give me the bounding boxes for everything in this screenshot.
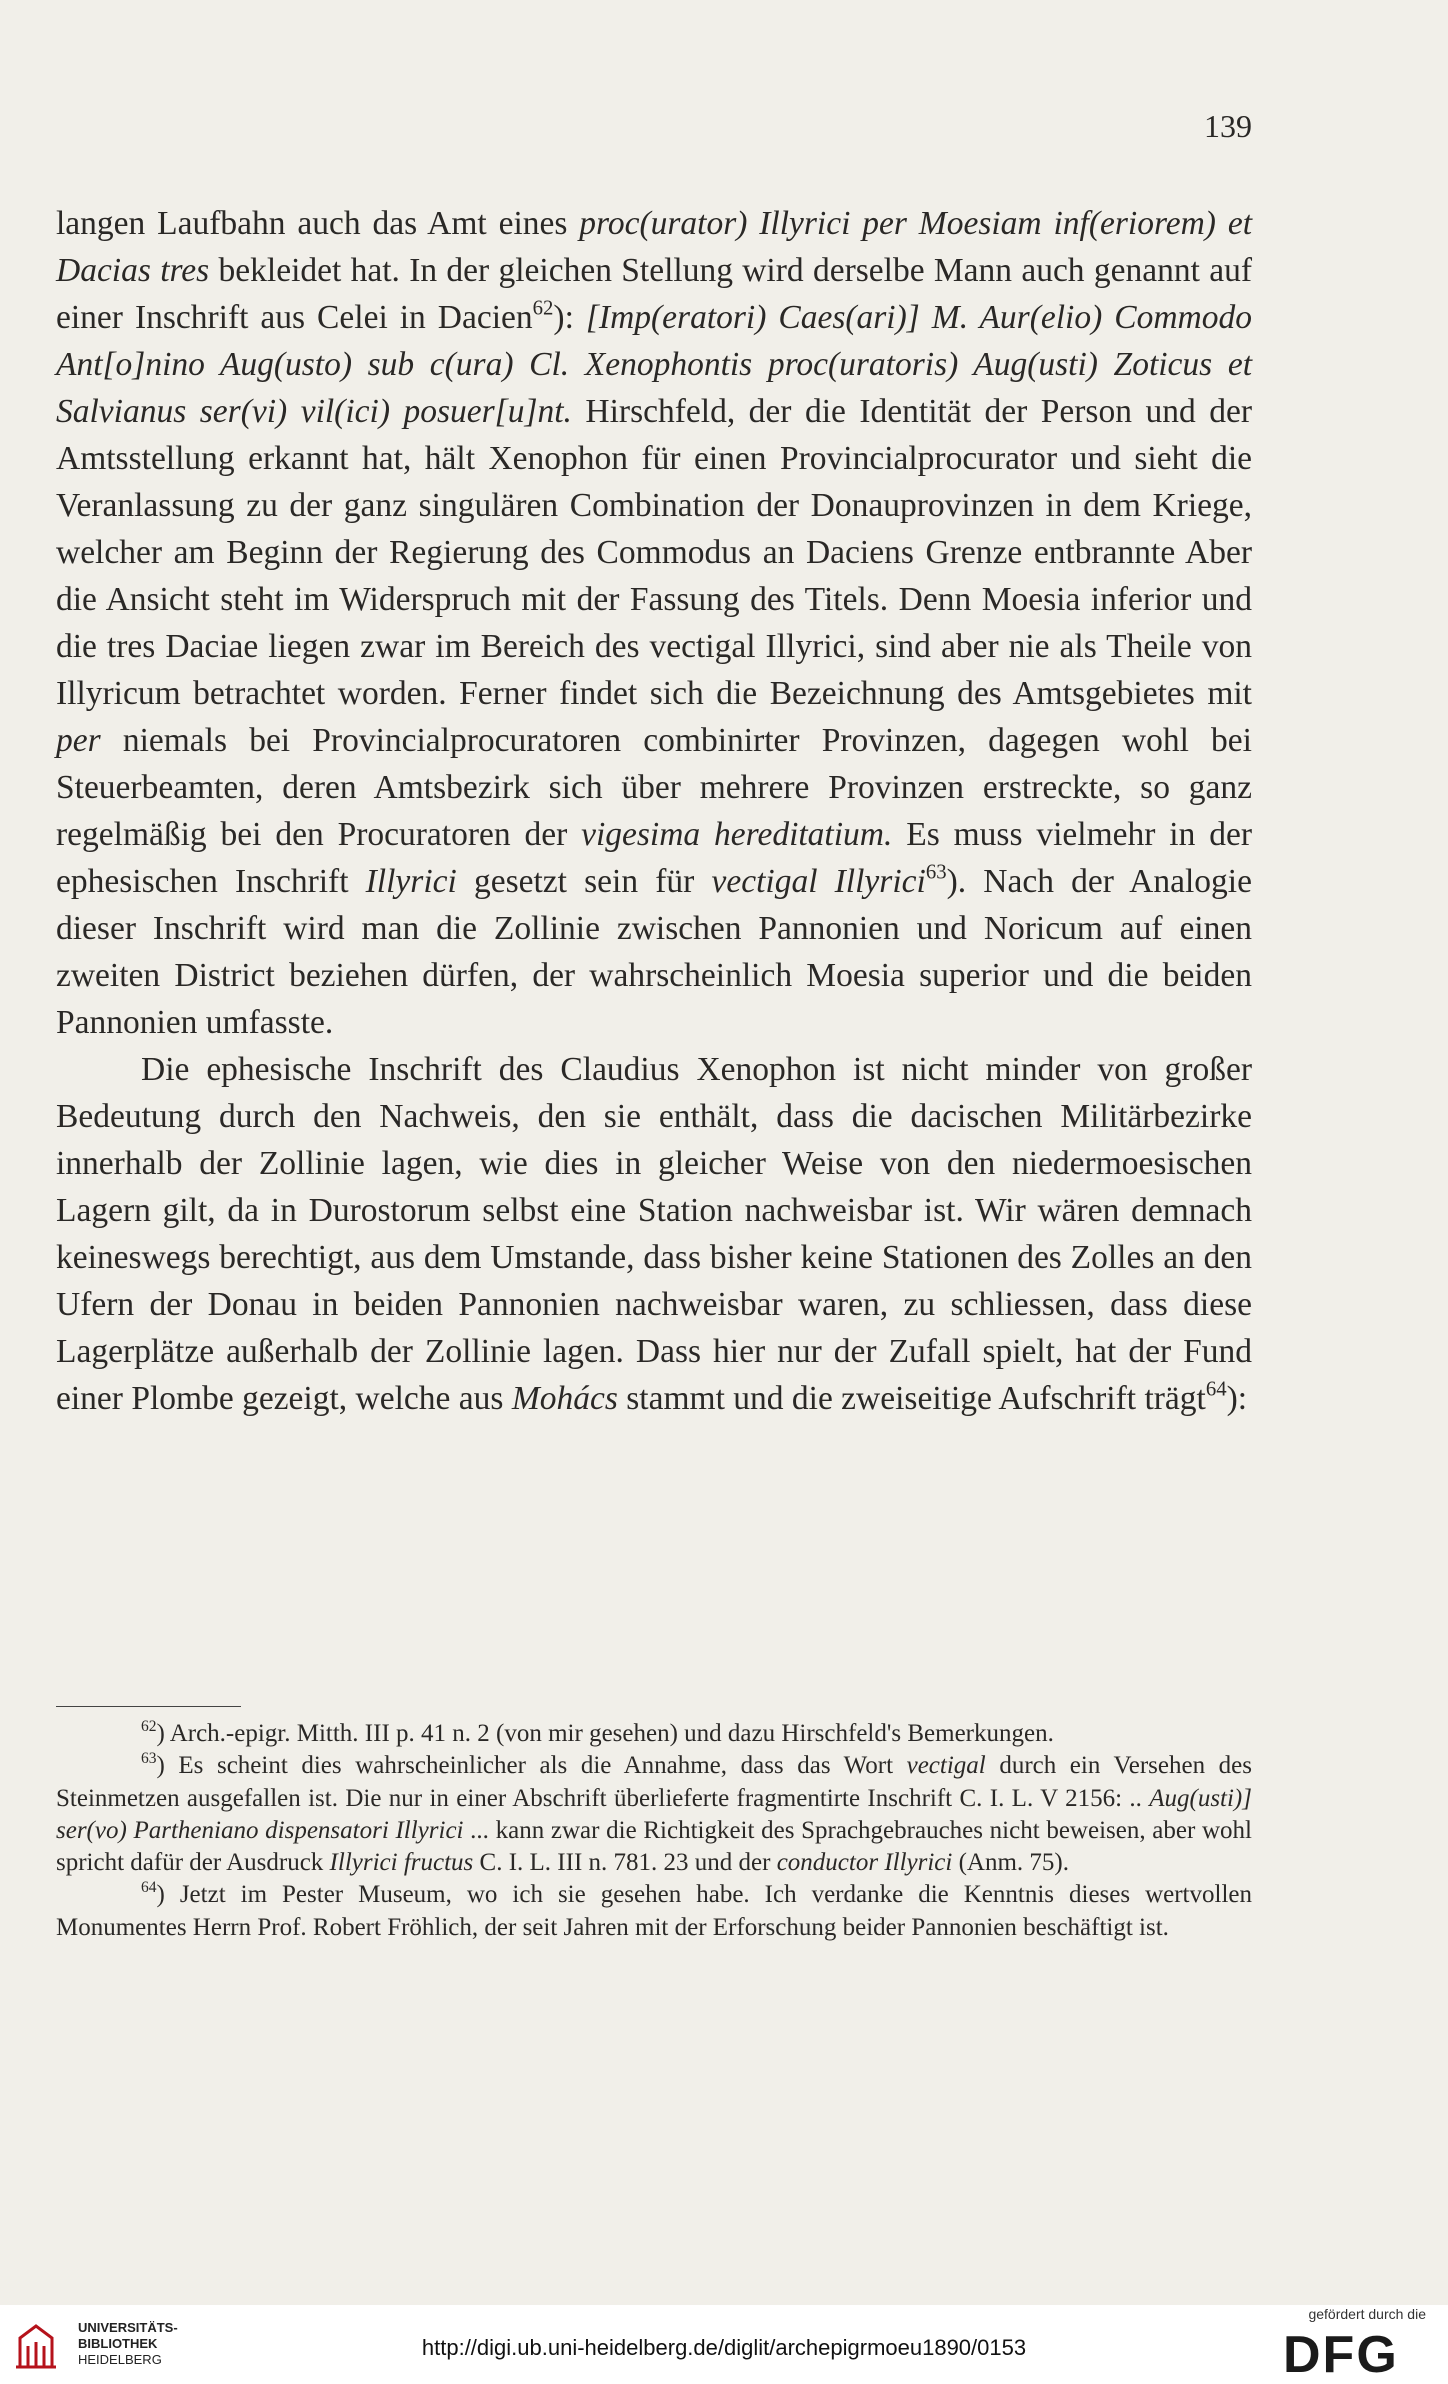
footnote-ref: 62: [532, 296, 554, 320]
footnote-ref: 64: [1205, 1377, 1227, 1401]
footnote-ref: 63: [141, 1750, 157, 1768]
italic-run: Illyrici: [365, 863, 457, 900]
text-run: (Anm. 75).: [952, 1849, 1070, 1877]
text-run: Hirschfeld, der die Identität der Person und der Amtsstellung erkannt hat, hält Xenophon für einen Provincialprocurator und sieht die Veranlassung zu der ganz singulären Combination der Donauprovinzen in dem Kriege, welcher am Beginn der Regierung des Commodus an Daciens Grenze entbrannte Aber die Ansicht steht im Widerspruch mit der Fassung des Titels. Denn Moesia inferior und die tres Daciae liegen zwar im Bereich des vectigal Illyrici, sind aber nie als Theile von Illyricum betrachtet worden. Ferner findet sich die Bezeichnung des Amtsgebietes mit: [56, 393, 1252, 712]
text-run: ... kann zwar die Richtigkeit des Sprachgebrauches nicht beweisen, aber wohl spricht dafür der Ausdruck: [56, 1816, 1252, 1877]
italic-run: [Imp(eratori) Caes(ari)] M. Aur(elio) Commodo Ant[o]nino Aug(usto) sub c(ura) Cl. Xenophontis proc(uratoris) Aug(usti) Zoticus et Salvianus ser(vi) vil(ici) posuer[u]nt.: [56, 299, 1252, 430]
text-run: ). Nach der Analogie dieser Inschrift wird man die Zollinie zwischen Pannonien und Noricum auf einen zweiten District beziehen dürfen, der wahrscheinlich Moesia superior und die beiden Pannonien umfasste.: [56, 863, 1252, 1041]
text-run: ):: [1226, 1380, 1248, 1417]
text-run: Die ephesische Inschrift des Claudius Xenophon ist nicht minder von großer Bedeutung durch den Nachweis, den sie enthält, dass die dacischen Militärbezirke innerhalb der Zollinie lagen, wie dies in gleicher Weise von den niedermoesischen Lagern gilt, da in Durostorum selbst eine Station nachweisbar ist. Wir wären demnach keineswegs berechtigt, aus dem Umstande, dass bisher keine Stationen des Zolles an den Ufern der Donau in beiden Pannonien nachweisbar waren, zu schliessen, dass diese Lagerplätze außerhalb der Zollinie lagen. Dass hier nur der Zufall spielt, hat der Fund einer Plombe gezeigt, welche aus: [56, 1051, 1252, 1417]
italic-run: per: [56, 722, 101, 759]
italic-run: proc(urator) Illyrici per Moesiam inf(eriorem) et Dacias tres: [56, 205, 1253, 289]
text-run: ):: [553, 299, 586, 336]
text-run: stammt und die zweiseitige Aufschrift trägt: [617, 1380, 1206, 1417]
footer-url-link[interactable]: http://digi.ub.uni-heidelberg.de/diglit/archepigrmoeu1890/0153: [421, 2335, 1027, 2360]
dfg-logo-text: DFG: [1283, 2328, 1399, 2376]
footnote-ref: 63: [925, 860, 947, 884]
text-run: Es muss vielmehr in der ephesischen Inschrift: [56, 816, 1252, 900]
dfg-logo: [1283, 2328, 1428, 2376]
paragraph-1: [56, 200, 1252, 1046]
paragraph-2: [56, 1046, 1252, 1422]
footnote-ref: 64: [141, 1879, 157, 1897]
footnote-separator: [56, 1706, 241, 1707]
text-run: C. I. L. III n. 781. 23 und der: [473, 1849, 777, 1877]
text-run: niemals bei Provincialprocuratoren combinirter Provinzen, dagegen wohl bei Steuerbeamten, deren Amtsbezirk sich über mehrere Provinzen erstreckte, so ganz regelmäßig bei den Procuratoren der: [56, 722, 1252, 853]
text-run: ) Arch.-epigr. Mitth. III p. 41 n. 2 (von mir gesehen) und dazu Hirschfeld's Bemerkungen.: [156, 1720, 1054, 1747]
library-line-3: HEIDELBERG: [78, 2352, 162, 2367]
library-line-1: UNIVERSITÄTS-: [78, 2320, 178, 2335]
italic-run: vectigal: [906, 1752, 986, 1780]
text-run: durch ein Versehen des Steinmetzen ausgefallen ist. Die nur in einer Abschrift überlieferte fragmentirte Inschrift C. I. L. V 2156: ..: [56, 1752, 1252, 1812]
body-text: [56, 200, 1252, 1422]
footnote-63: [56, 1750, 1252, 1879]
page-number: 139: [1204, 108, 1252, 144]
italic-run: conductor Illyrici: [776, 1849, 953, 1877]
funded-by-label: gefördert durch die: [1308, 2306, 1426, 2322]
footnotes: [56, 1718, 1252, 1944]
footnote-64: [56, 1879, 1252, 1944]
text-run: ) Jetzt im Pester Museum, wo ich sie gesehen habe. Ich verdanke die Kenntnis dieses wertvollen Monumentes Herrn Prof. Robert Fröhlich, der seit Jahren mit der Erforschung beider Pannonien beschäftigt ist.: [56, 1881, 1252, 1941]
italic-run: vigesima hereditatium.: [581, 816, 893, 853]
text-run: bekleidet hat. In der gleichen Stellung wird derselbe Mann auch genannt auf einer Inschrift aus Celei in Dacien: [56, 252, 1252, 336]
footnote-ref: 62: [141, 1717, 157, 1735]
italic-run: Mohács: [511, 1380, 618, 1417]
text-run: ) Es scheint dies wahrscheinlicher als die Annahme, dass das Wort: [156, 1752, 907, 1780]
italic-run: Aug(usti)] ser(vo) Partheniano dispensatori Illyrici: [56, 1784, 1252, 1844]
italic-run: vectigal Illyrici: [711, 863, 926, 900]
library-line-2: BIBLIOTHEK: [78, 2336, 158, 2351]
text-run: gesetzt sein für: [456, 863, 712, 900]
text-run: langen Laufbahn auch das Amt eines: [56, 205, 580, 242]
footnote-62: [56, 1718, 1252, 1750]
italic-run: Illyrici fructus: [329, 1849, 474, 1877]
